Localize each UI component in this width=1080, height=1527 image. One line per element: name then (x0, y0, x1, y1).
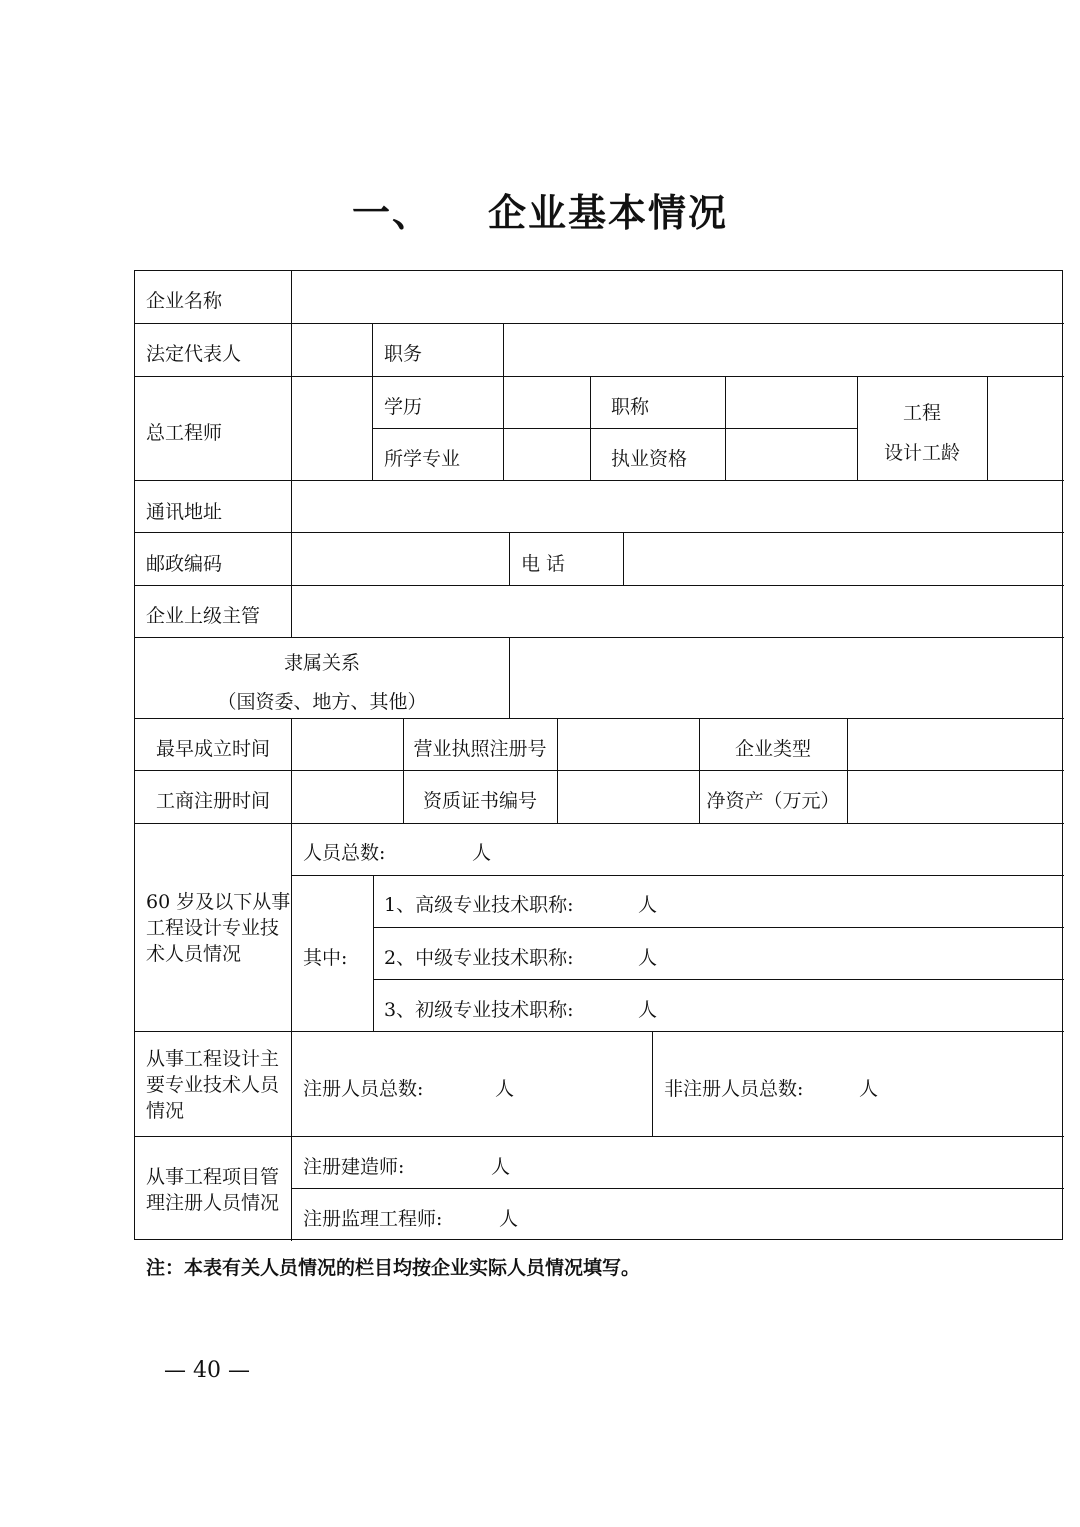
label-design-years-line1: 工程 (902, 402, 941, 424)
col-line (291, 271, 292, 637)
label-founded: 最早成立时间 (155, 738, 270, 760)
col-line (373, 875, 374, 1031)
col-line (987, 376, 988, 480)
label-phone: 电 话 (521, 553, 566, 575)
label-postcode: 邮政编码 (146, 553, 223, 575)
label-staff-total: 人员总数: (303, 842, 386, 864)
page-number: — 40 — (164, 1358, 250, 1383)
label-of-which: 其中: (303, 947, 348, 969)
label-affiliation-options: （国资委、地方、其他） (217, 691, 427, 713)
label-legal-rep: 法定代表人 (146, 343, 242, 365)
label-registered-total: 注册人员总数: (303, 1078, 424, 1100)
label-senior: 1、高级专业技术职称: (384, 894, 574, 916)
row-line (373, 927, 1064, 928)
row-line (135, 718, 1064, 719)
label-staff-section: 60 岁及以下从事工程设计专业技术人员情况 (146, 891, 291, 965)
label-company-name: 企业名称 (146, 290, 223, 312)
row-line (373, 979, 1064, 980)
label-pm-section: 从事工程项目管理注册人员情况 (146, 1166, 280, 1214)
label-cert-no: 资质证书编号 (422, 790, 537, 812)
label-unregistered-total: 非注册人员总数: (664, 1078, 804, 1100)
label-superior: 企业上级主管 (146, 605, 261, 627)
label-middle: 2、中级专业技术职称: (384, 947, 574, 969)
label-license-no: 营业执照注册号 (413, 738, 547, 760)
unit-staff-total: 人 (472, 842, 492, 864)
unit-constructor: 人 (491, 1156, 511, 1178)
label-title-rank: 职称 (611, 396, 650, 418)
col-line (847, 718, 848, 823)
col-line (652, 1031, 653, 1136)
section-number: 一、 (351, 191, 432, 235)
label-affiliation: 隶属关系 (283, 652, 360, 674)
section-title: 企业基本情况 (488, 191, 729, 235)
col-line (590, 376, 591, 480)
col-line (557, 718, 558, 823)
row-line (135, 323, 1064, 324)
label-major: 所学专业 (384, 448, 461, 470)
unit-junior: 人 (638, 999, 658, 1021)
label-design-section: 从事工程设计主要专业技术人员情况 (146, 1048, 280, 1122)
row-line (135, 376, 1064, 377)
row-line (291, 875, 1064, 876)
footnote: 注：本表有关人员情况的栏目均按企业实际人员情况填写。 (146, 1257, 641, 1279)
col-line (372, 323, 373, 480)
label-reg-time: 工商注册时间 (155, 790, 270, 812)
unit-registered-total: 人 (495, 1078, 515, 1100)
row-line (135, 770, 1064, 771)
unit-unregistered-total: 人 (859, 1078, 879, 1100)
row-line (291, 1188, 1064, 1189)
unit-senior: 人 (638, 894, 658, 916)
label-address: 通讯地址 (146, 501, 223, 523)
row-line (135, 823, 1064, 824)
enterprise-info-form (134, 270, 1063, 1240)
label-education: 学历 (384, 396, 423, 418)
row-line (372, 428, 857, 429)
label-junior: 3、初级专业技术职称: (384, 999, 574, 1021)
label-supervisor: 注册监理工程师: (303, 1208, 443, 1230)
col-line (623, 532, 624, 585)
label-net-assets: 净资产（万元） (706, 790, 840, 812)
label-company-type: 企业类型 (734, 738, 811, 760)
label-design-years-line2: 设计工龄 (883, 442, 960, 464)
col-line (509, 532, 510, 585)
label-position: 职务 (384, 343, 423, 365)
col-line (725, 376, 726, 480)
row-line (135, 1031, 1064, 1032)
col-line (509, 637, 510, 718)
col-line (503, 323, 504, 480)
row-line (135, 532, 1064, 533)
row-line (135, 480, 1064, 481)
unit-supervisor: 人 (499, 1208, 519, 1230)
row-line (135, 585, 1064, 586)
row-line (135, 1136, 1064, 1137)
label-qualification: 执业资格 (611, 448, 688, 470)
page-title (0, 182, 1080, 237)
row-line (135, 637, 1064, 638)
label-chief-engineer: 总工程师 (146, 422, 223, 444)
col-line (291, 718, 292, 1241)
unit-middle: 人 (638, 947, 658, 969)
label-constructor: 注册建造师: (303, 1156, 405, 1178)
